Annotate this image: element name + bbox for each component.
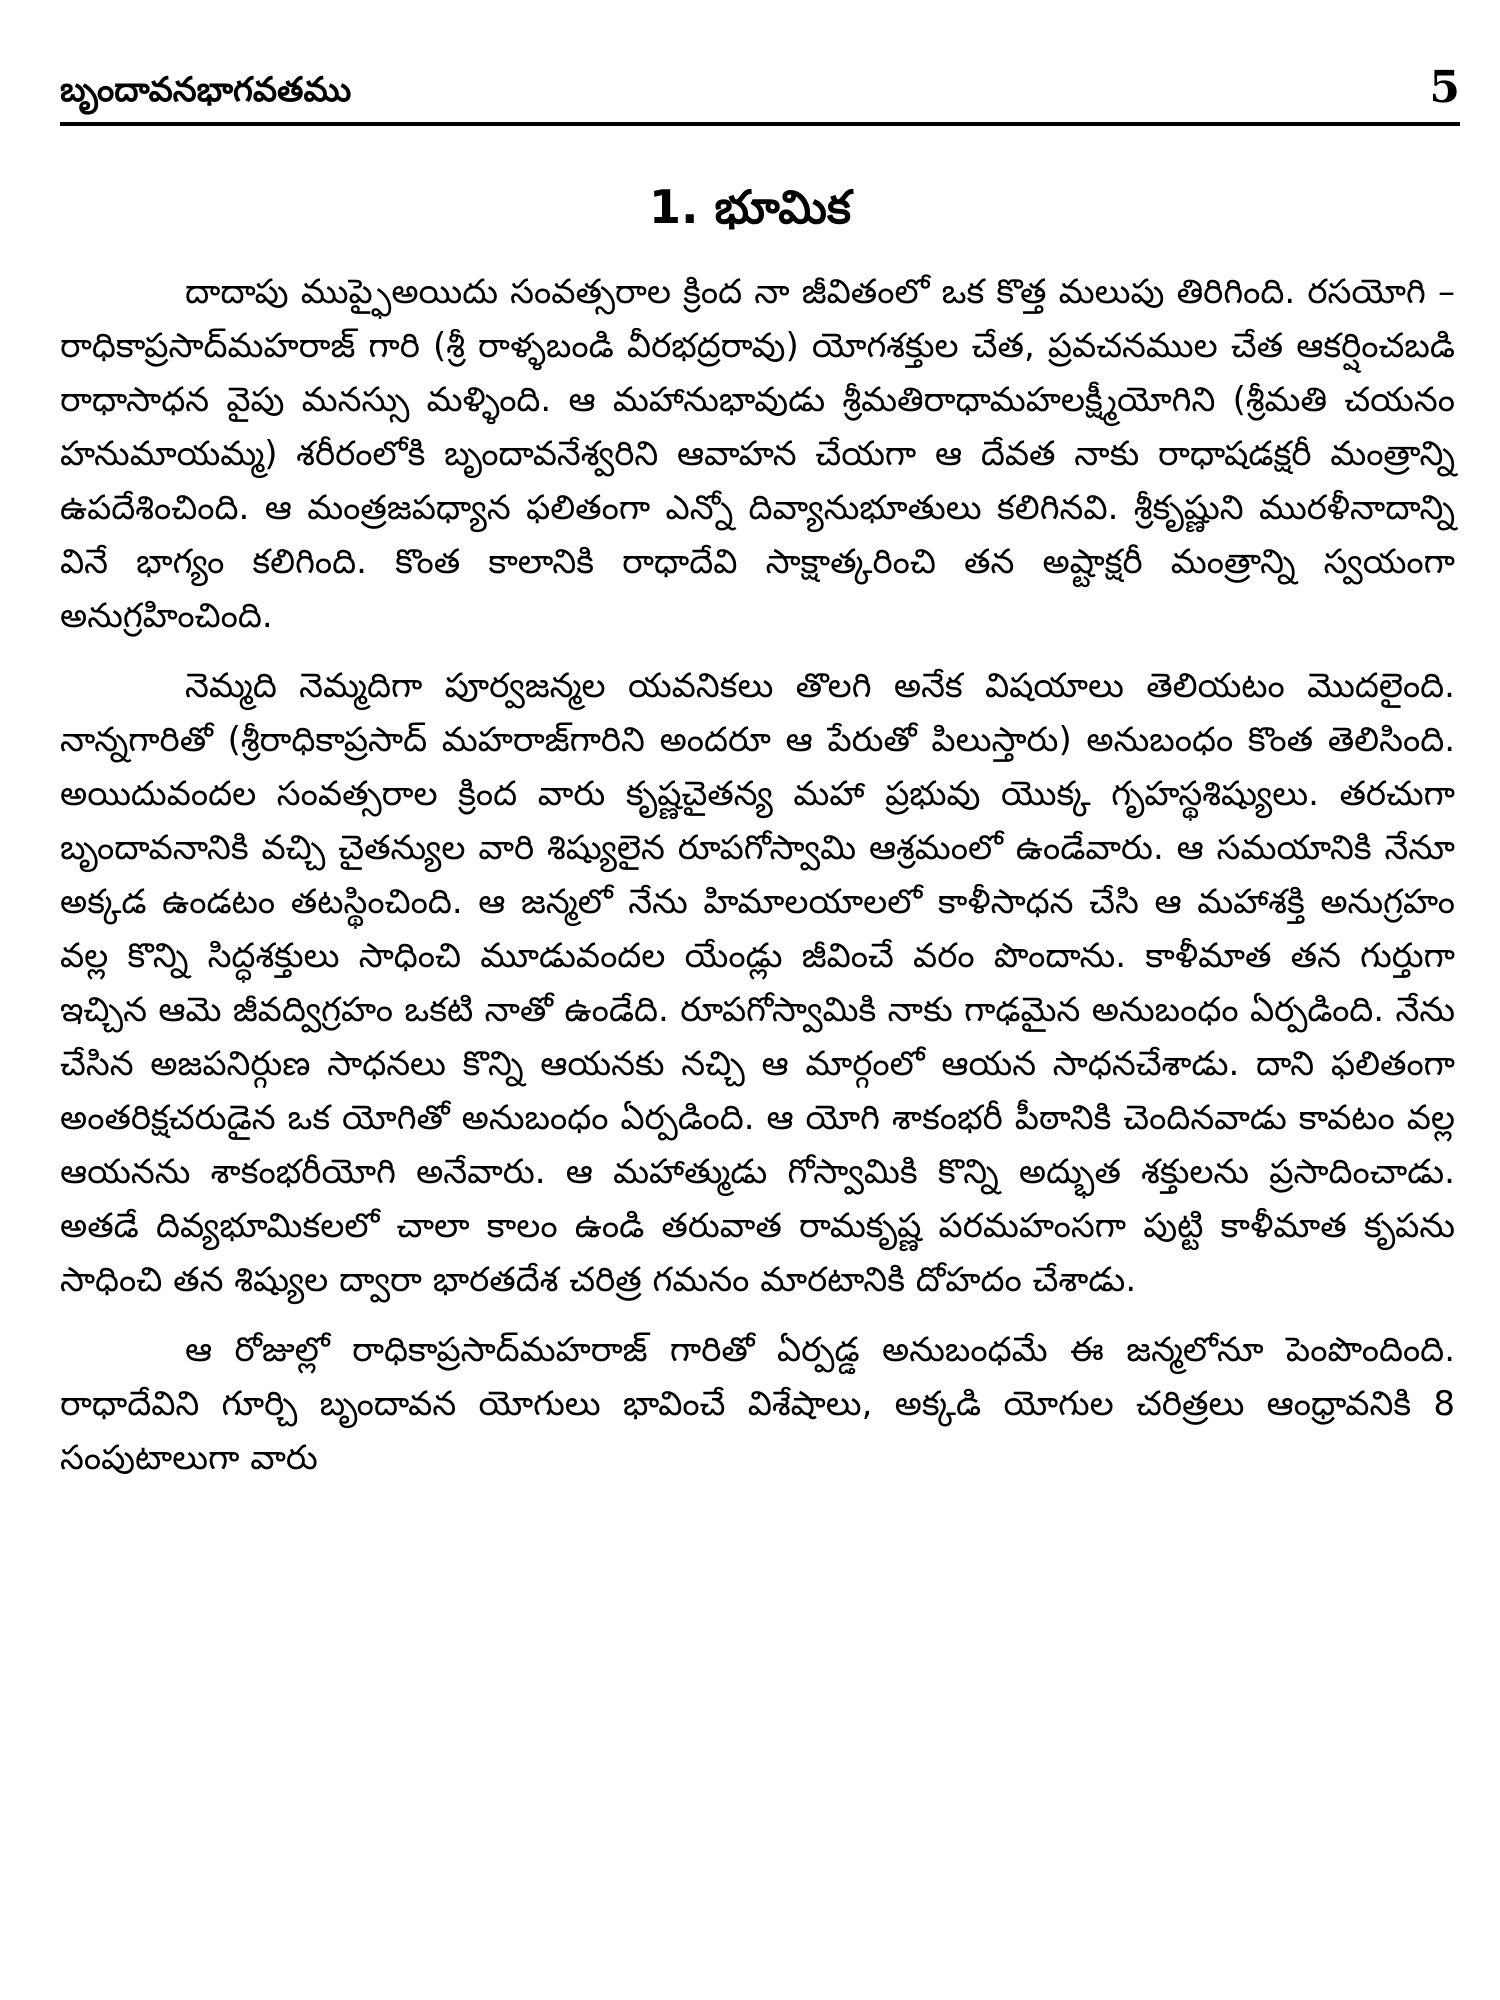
paragraph-3: ఆ రోజుల్లో రాధికాప్రసాద్‌మహరాజ్ గారితో ఏర్పడ్డ అనుబంధమే ఈ జన్మలోనూ పెంపొందింది. రాధాదేవిని గూర్చి బృందావన యోగులు భావించే విశేషాలు, అక్కడి యోగుల చరిత్రలు ఆంధ్రావనికి 8 సంపుటాలుగా వారు — [60, 1330, 1455, 1478]
running-header — [60, 62, 1460, 125]
paragraph-1: దాదాపు ముప్ఫైఅయిదు సంవత్సరాల క్రింద నా జీవితంలో ఒక కొత్త మలుపు తిరిగింది. రసయోగి – రాధికాప్రసాద్‌మహరాజ్ గారి (శ్రీ రాళ్ళబండి వీరభద్రరావు) యోగశక్తుల చేత, ప్రవచనముల చేత ఆకర్షించబడి రాధాసాధన వైపు మనస్సు మళ్ళింది. ఆ మహానుభావుడు శ్రీమతిరాధామహలక్ష్మీయోగిని (శ్రీమతి చయనం హనుమాయమ్మ) శరీరంలోకి బృందావనేశ్వరిని ఆవాహన చేయగా ఆ దేవత నాకు రాధాషడక్షరీ మంత్రాన్ని ఉపదేశించింది. ఆ మంత్రజపధ్యాన ఫలితంగా ఎన్నో దివ్యానుభూతులు కలిగినవి. శ్రీకృష్ణుని మురళీనాదాన్ని వినే భాగ్యం కలిగింది. కొంత కాలానికి రాధాదేవి సాక్షాత్కరించి తన అష్టాక్షరీ మంత్రాన్ని స్వయంగా అనుగ్రహించింది. — [60, 272, 1455, 636]
body-text — [60, 265, 1455, 1501]
page-number: 5 — [1429, 62, 1460, 113]
chapter-title: 1. భూమిక — [649, 180, 851, 234]
running-header-title: బృందావనభాగవతము — [60, 70, 352, 110]
header-rule — [60, 122, 1460, 126]
paragraph-2: నెమ్మది నెమ్మదిగా పూర్వజన్మల యవనికలు తొలగి అనేక విషయాలు తెలియటం మొదలైంది. నాన్నగారితో (శ్రీరాధికాప్రసాద్ మహరాజ్‌గారిని అందరూ ఆ పేరుతో పిలుస్తారు) అనుబంధం కొంత తెలిసింది. అయిదువందల సంవత్సరాల క్రింద వారు కృష్ణచైతన్య మహా ప్రభువు యొక్క గృహస్థశిష్యులు. తరచుగా బృందావనానికి వచ్చి చైతన్యుల వారి శిష్యులైన రూపగోస్వామి ఆశ్రమంలో ఉండేవారు. ఆ సమయానికి నేనూ అక్కడ ఉండటం తటస్థించింది. ఆ జన్మలో నేను హిమాలయాలలో కాళీసాధన చేసి ఆ మహాశక్తి అనుగ్రహం వల్ల కొన్ని సిద్ధశక్తులు సాధించి మూడువందల యేండ్లు జీవించే వరం పొందాను. కాళీమాత తన గుర్తుగా ఇచ్చిన ఆమె జీవద్విగ్రహం ఒకటి నాతో ఉండేది. రూపగోస్వామికి నాకు గాఢమైన అనుబంధం ఏర్పడింది. నేను చేసిన అజపనిర్గుణ సాధనలు కొన్ని ఆయనకు నచ్చి ఆ మార్గంలో ఆయన సాధనచేశాడు. దాని ఫలితంగా అంతరిక్షచరుడైన ఒక యోగితో అనుబంధం ఏర్పడింది. ఆ యోగి శాకంభరీ పీఠానికి చెందినవాడు కావటం వల్ల ఆయనను శాకంభరీయోగి అనేవారు. ఆ మహాత్ముడు గోస్వామికి కొన్ని అద్భుత శక్తులను ప్రసాదించాడు. అతడే దివ్యభూమికలలో చాలా కాలం ఉండి తరువాత రామకృష్ణ పరమహంసగా పుట్టి కాళీమాత కృపను సాధించి తన శిష్యుల ద్వారా భారతదేశ చరిత్ర గమనం మారటానికి దోహదం చేశాడు. — [60, 666, 1455, 1300]
